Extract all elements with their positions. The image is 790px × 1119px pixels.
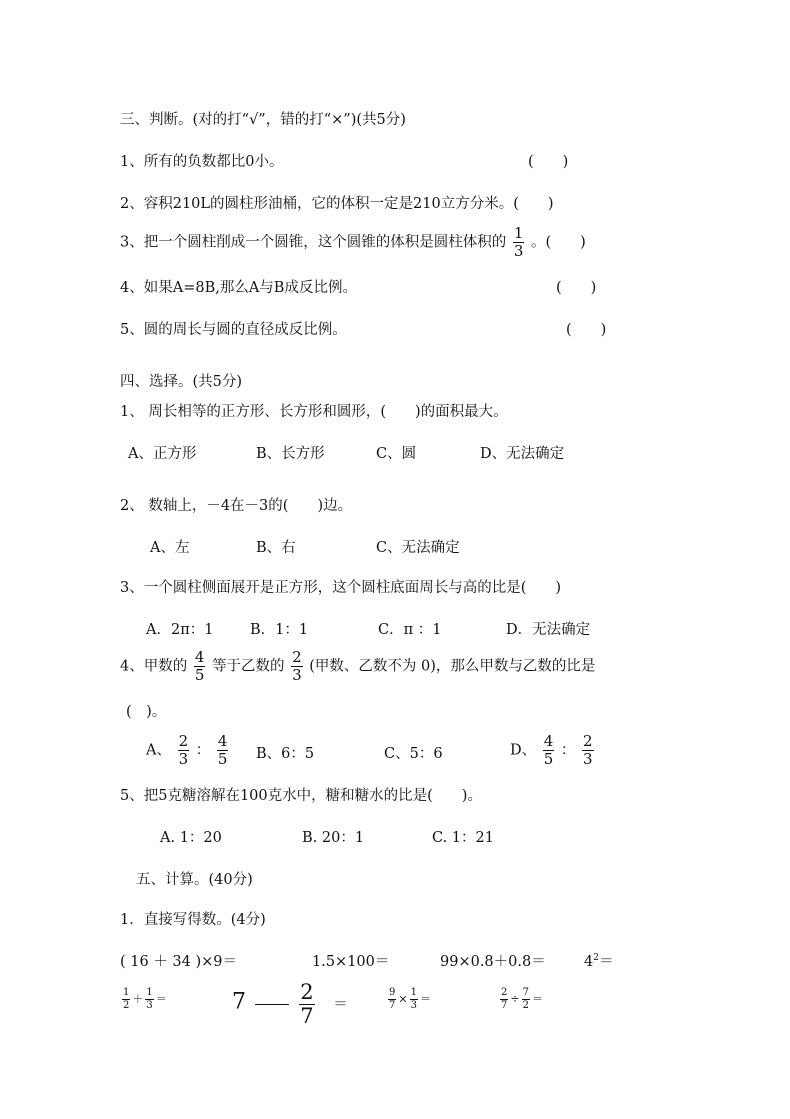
option-label: A、 bbox=[146, 742, 171, 759]
section5-sub1: 1．直接写得数。(4分) bbox=[120, 912, 266, 928]
fraction-denominator: 5 bbox=[543, 750, 554, 768]
calc-expr-3: 99×0.8＋0.8＝ bbox=[440, 954, 546, 970]
fraction bbox=[299, 982, 314, 1027]
judge-q1: 1、所有的负数都比0小。 bbox=[120, 154, 284, 170]
fraction-denominator: 3 bbox=[583, 750, 593, 768]
choice-q2-option-a[interactable]: A、左 bbox=[150, 540, 190, 556]
fraction-denominator: 5 bbox=[217, 750, 228, 768]
calc-expr-7 bbox=[386, 988, 431, 1011]
choice-q4-blank[interactable]: ( )。 bbox=[126, 704, 167, 720]
power-exponent: 2 bbox=[593, 953, 599, 964]
choice-q5-option-c[interactable]: C. 1：21 bbox=[432, 830, 494, 846]
calc-expr-2: 1.5×100＝ bbox=[312, 954, 390, 970]
fraction-denominator: 3 bbox=[292, 666, 302, 684]
choice-q2: 2、 数轴上，－4在－3的( )边。 bbox=[120, 498, 353, 514]
fraction-denominator: 7 bbox=[300, 1004, 314, 1028]
option-fraction bbox=[178, 734, 190, 767]
choice-q4-fraction-2 bbox=[291, 650, 303, 683]
choice-q1-option-b[interactable]: B、长方形 bbox=[256, 446, 325, 462]
fraction-numerator: 2 bbox=[292, 648, 302, 666]
whole-number: 7 bbox=[232, 989, 246, 1015]
equals-sign: ＝ bbox=[531, 992, 543, 1006]
judge-q3-blank[interactable]: 。( ) bbox=[531, 234, 586, 251]
equals-sign: ＝ bbox=[419, 992, 431, 1006]
fraction-numerator: 1 bbox=[513, 224, 524, 242]
fraction-denominator: 3 bbox=[146, 1000, 153, 1011]
minus-sign bbox=[255, 1004, 289, 1005]
choice-q1-option-d[interactable]: D、无法确定 bbox=[480, 446, 565, 462]
fraction-numerator: 2 bbox=[501, 987, 508, 998]
section4-title: 四、选择。(共5分) bbox=[120, 374, 243, 390]
judge-q5-blank[interactable]: ( ) bbox=[566, 322, 607, 338]
fraction-denominator: 2 bbox=[522, 1000, 529, 1011]
fraction bbox=[145, 988, 153, 1011]
choice-q2-option-c[interactable]: C、无法确定 bbox=[376, 540, 460, 556]
option-fraction bbox=[543, 734, 555, 767]
choice-q4-fraction-1 bbox=[194, 650, 206, 683]
fraction bbox=[500, 988, 508, 1011]
choice-q5: 5、把5克糖溶解在100克水中，糖和糖水的比是( )。 bbox=[120, 788, 482, 804]
section5-title: 五、计算。(40分) bbox=[136, 872, 253, 888]
choice-q1-option-c[interactable]: C、圆 bbox=[376, 446, 417, 462]
fraction-denominator: 5 bbox=[194, 666, 205, 684]
choice-q4-option-a[interactable] bbox=[146, 734, 230, 767]
choice-q4-text-2: 等于乙数的 bbox=[212, 658, 285, 675]
judge-q3-fraction bbox=[513, 226, 525, 259]
calc-expr-1: ( 16 ＋ 34 )×9＝ bbox=[120, 954, 238, 970]
judge-q4-blank[interactable]: ( ) bbox=[556, 280, 597, 296]
option-fraction bbox=[217, 734, 229, 767]
ratio-separator: ： bbox=[195, 742, 211, 759]
fraction-numerator: 2 bbox=[300, 980, 314, 1004]
fraction-denominator: 2 bbox=[123, 1000, 130, 1011]
fraction-numerator: 4 bbox=[543, 732, 554, 750]
section3-title: 三、判断。(对的打“√”，错的打“×”)(共5分) bbox=[120, 112, 406, 128]
judge-q3 bbox=[120, 226, 586, 259]
choice-q4-text-1: 4、甲数的 bbox=[120, 658, 188, 675]
fraction-numerator: 1 bbox=[146, 987, 153, 998]
fraction-denominator: 3 bbox=[178, 750, 189, 768]
calc-expr-5 bbox=[120, 988, 167, 1011]
judge-q4: 4、如果A=8B,那么A与B成反比例。 bbox=[120, 280, 357, 296]
choice-q3-option-c[interactable]: C．π ：1 bbox=[378, 622, 442, 638]
choice-q4-text-3: (甲数、乙数不为 0)，那么甲数与乙数的比是 bbox=[309, 658, 596, 675]
operator: ＋ bbox=[132, 992, 144, 1006]
equals-sign: ＝ bbox=[155, 992, 167, 1006]
fraction bbox=[388, 988, 396, 1011]
power-base: 4 bbox=[584, 954, 594, 970]
judge-q1-blank[interactable]: ( ) bbox=[528, 154, 569, 170]
choice-q2-option-b[interactable]: B、右 bbox=[256, 540, 296, 556]
calc-expr-6 bbox=[232, 982, 348, 1027]
judge-q3-text: 3、把一个圆柱削成一个圆锥，这个圆锥的体积是圆柱体积的 bbox=[120, 234, 507, 251]
fraction-numerator: 7 bbox=[522, 987, 529, 998]
fraction-numerator: 2 bbox=[178, 732, 189, 750]
fraction bbox=[522, 988, 530, 1011]
choice-q4 bbox=[120, 650, 595, 683]
choice-q4-option-c[interactable]: C、5：6 bbox=[384, 746, 443, 762]
fraction-numerator: 4 bbox=[217, 732, 228, 750]
choice-q4-option-d[interactable] bbox=[510, 734, 596, 767]
choice-q5-option-a[interactable]: A. 1：20 bbox=[160, 830, 222, 846]
fraction-numerator: 1 bbox=[123, 987, 130, 998]
ratio-separator: ： bbox=[560, 742, 576, 759]
option-fraction bbox=[582, 734, 594, 767]
fraction-numerator: 1 bbox=[410, 987, 417, 998]
choice-q3-option-b[interactable]: B．1：1 bbox=[250, 622, 309, 638]
fraction-denominator: 7 bbox=[389, 1000, 396, 1011]
choice-q3-option-d[interactable]: D．无法确定 bbox=[506, 622, 591, 638]
fraction-numerator: 4 bbox=[194, 648, 205, 666]
equals-sign: ＝ bbox=[333, 996, 348, 1013]
choice-q3-option-a[interactable]: A．2π：1 bbox=[146, 622, 214, 638]
judge-q5: 5、圆的周长与圆的直径成反比例。 bbox=[120, 322, 347, 338]
operator: ÷ bbox=[510, 992, 520, 1006]
judge-q2: 2、容积210L的圆柱形油桶，它的体积一定是210立方分米。( ) bbox=[120, 196, 554, 212]
fraction-numerator: 2 bbox=[583, 732, 593, 750]
equals-sign: ＝ bbox=[598, 954, 614, 970]
choice-q4-option-b[interactable]: B、6：5 bbox=[256, 746, 315, 762]
option-label: D、 bbox=[510, 742, 537, 759]
choice-q3: 3、一个圆柱侧面展开是正方形，这个圆柱底面周长与高的比是( ) bbox=[120, 580, 562, 596]
fraction-denominator: 3 bbox=[410, 1000, 417, 1011]
fraction-denominator: 3 bbox=[513, 242, 524, 260]
calc-expr-4 bbox=[584, 950, 613, 971]
fraction bbox=[122, 988, 130, 1011]
operator: × bbox=[398, 992, 408, 1006]
calc-expr-8 bbox=[498, 988, 543, 1011]
choice-q1-option-a[interactable]: A、正方形 bbox=[128, 446, 197, 462]
fraction bbox=[410, 988, 418, 1011]
fraction-numerator: 9 bbox=[389, 987, 396, 998]
choice-q1: 1、 周长相等的正方形、长方形和圆形，( )的面积最大。 bbox=[120, 404, 508, 420]
choice-q5-option-b[interactable]: B. 20：1 bbox=[302, 830, 365, 846]
fraction-denominator: 7 bbox=[501, 1000, 508, 1011]
